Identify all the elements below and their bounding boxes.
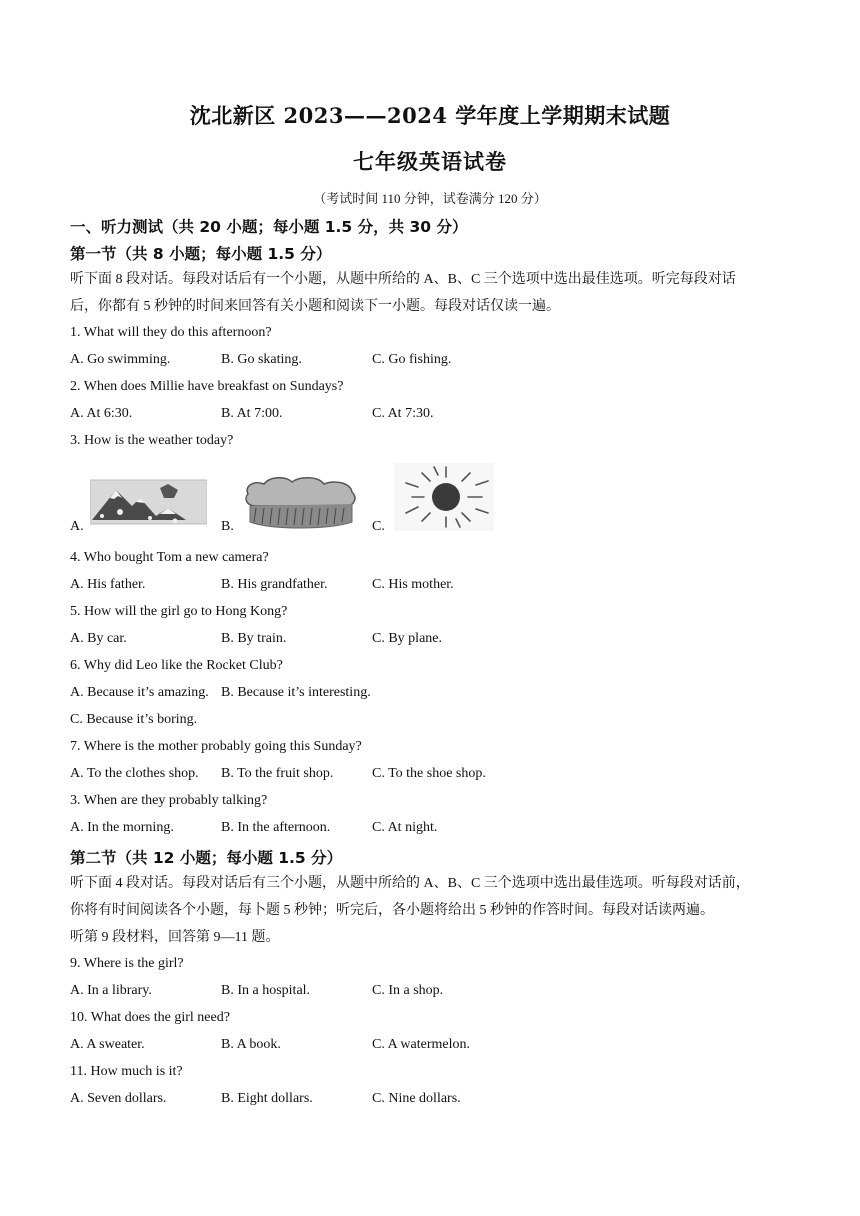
option-a[interactable]: A. In a library. bbox=[70, 983, 152, 998]
option-a[interactable]: A. By car. bbox=[70, 631, 127, 646]
question-1: 1. What will they do this afternoon? bbox=[70, 325, 272, 340]
option-a[interactable]: A. Go swimming. bbox=[70, 352, 171, 367]
section1-instructions bbox=[70, 266, 800, 320]
option-a[interactable]: A. To the clothes shop. bbox=[70, 766, 199, 781]
option-a[interactable]: A. Seven dollars. bbox=[70, 1091, 167, 1106]
option-b[interactable]: B. In a hospital. bbox=[221, 983, 311, 998]
option-b[interactable]: B. Go skating. bbox=[221, 352, 302, 367]
option-c[interactable]: C. His mother. bbox=[372, 577, 454, 592]
section1-heading: 第一节（共 8 小题；每小题 1.5 分） bbox=[70, 245, 332, 263]
option-c[interactable]: C. A watermelon. bbox=[372, 1037, 470, 1052]
option-b[interactable]: B. In the afternoon. bbox=[221, 820, 331, 835]
option-b[interactable]: B. His grandfather. bbox=[221, 577, 328, 592]
option-b[interactable]: B. Because it’s interesting. bbox=[221, 685, 371, 700]
option-c[interactable]: C. By plane. bbox=[372, 631, 442, 646]
section2-heading: 第二节（共 12 小题；每小题 1.5 分） bbox=[70, 849, 343, 867]
question-9: 9. Where is the girl? bbox=[70, 956, 184, 971]
option-c[interactable]: C. In a shop. bbox=[372, 983, 444, 998]
option-c[interactable]: C. At 7:30. bbox=[372, 406, 434, 421]
question-10: 10. What does the girl need? bbox=[70, 1010, 230, 1025]
question-8: 3. When are they probably talking? bbox=[70, 793, 268, 808]
option-c[interactable]: C. Nine dollars. bbox=[372, 1091, 461, 1106]
option-b[interactable]: B. A book. bbox=[221, 1037, 281, 1052]
sun-icon bbox=[394, 463, 494, 531]
exam-title: 沈北新区 2023——2024 学年度上学期期末试题 bbox=[189, 103, 671, 128]
exam-note: （考试时间 110 分钟，试卷满分 120 分） bbox=[313, 191, 547, 206]
option-c[interactable]: C. Go fishing. bbox=[372, 352, 452, 367]
option-a[interactable]: A. Because it’s amazing. bbox=[70, 685, 209, 700]
option-c[interactable]: C. At night. bbox=[372, 820, 438, 835]
option-a[interactable]: A. A sweater. bbox=[70, 1037, 145, 1052]
option-a[interactable]: A. In the morning. bbox=[70, 820, 174, 835]
question-2: 2. When does Millie have breakfast on Sundays? bbox=[70, 379, 344, 394]
part1-heading: 一、听力测试（共 20 小题；每小题 1.5 分，共 30 分） bbox=[70, 218, 468, 236]
question-3: 3. How is the weather today? bbox=[70, 433, 234, 448]
option-b[interactable]: B. bbox=[221, 519, 234, 534]
instructions-line: 你将有时间阅读各个小题，每卜题 5 秒钟；听完后，各小题将给出 5 秒钟的作答时间。每段对话读两遍。 bbox=[70, 903, 714, 918]
option-b[interactable]: B. By train. bbox=[221, 631, 287, 646]
instructions-line: 听下面 4 段对话。每段对话后有三个小题，从题中所给的 A、B、C 三个选项中选出最佳选项。听每段对话前， bbox=[70, 876, 750, 891]
question-11: 11. How much is it? bbox=[70, 1064, 183, 1079]
section2-instructions bbox=[70, 870, 800, 951]
exam-subtitle: 七年级英语试卷 bbox=[353, 149, 507, 174]
option-a[interactable]: A. bbox=[70, 519, 84, 534]
option-c[interactable]: C. To the shoe shop. bbox=[372, 766, 486, 781]
question-4: 4. Who bought Tom a new camera? bbox=[70, 550, 269, 565]
question-5: 5. How will the girl go to Hong Kong? bbox=[70, 604, 288, 619]
option-c[interactable]: C. Because it’s boring. bbox=[70, 712, 198, 727]
instructions-line: 听下面 8 段对话。每段对话后有一个小题，从题中所给的 A、B、C 三个选项中选出最佳选项。听完每段对话 bbox=[70, 272, 736, 287]
option-a[interactable]: A. At 6:30. bbox=[70, 406, 133, 421]
option-a[interactable]: A. His father. bbox=[70, 577, 146, 592]
option-b[interactable]: B. Eight dollars. bbox=[221, 1091, 313, 1106]
question-6: 6. Why did Leo like the Rocket Club? bbox=[70, 658, 283, 673]
option-b[interactable]: B. To the fruit shop. bbox=[221, 766, 334, 781]
snow-mountain-icon bbox=[90, 476, 207, 528]
option-c[interactable]: C. bbox=[372, 519, 385, 534]
option-b[interactable]: B. At 7:00. bbox=[221, 406, 283, 421]
question-7: 7. Where is the mother probably going this Sunday? bbox=[70, 739, 362, 754]
instructions-line: 听第 9 段材料，回答第 9—11 题。 bbox=[70, 930, 280, 945]
rain-cloud-icon bbox=[242, 476, 359, 531]
instructions-line: 后，你都有 5 秒钟的时间来回答有关小题和阅读下一小题。每段对话仅读一遍。 bbox=[70, 299, 560, 314]
